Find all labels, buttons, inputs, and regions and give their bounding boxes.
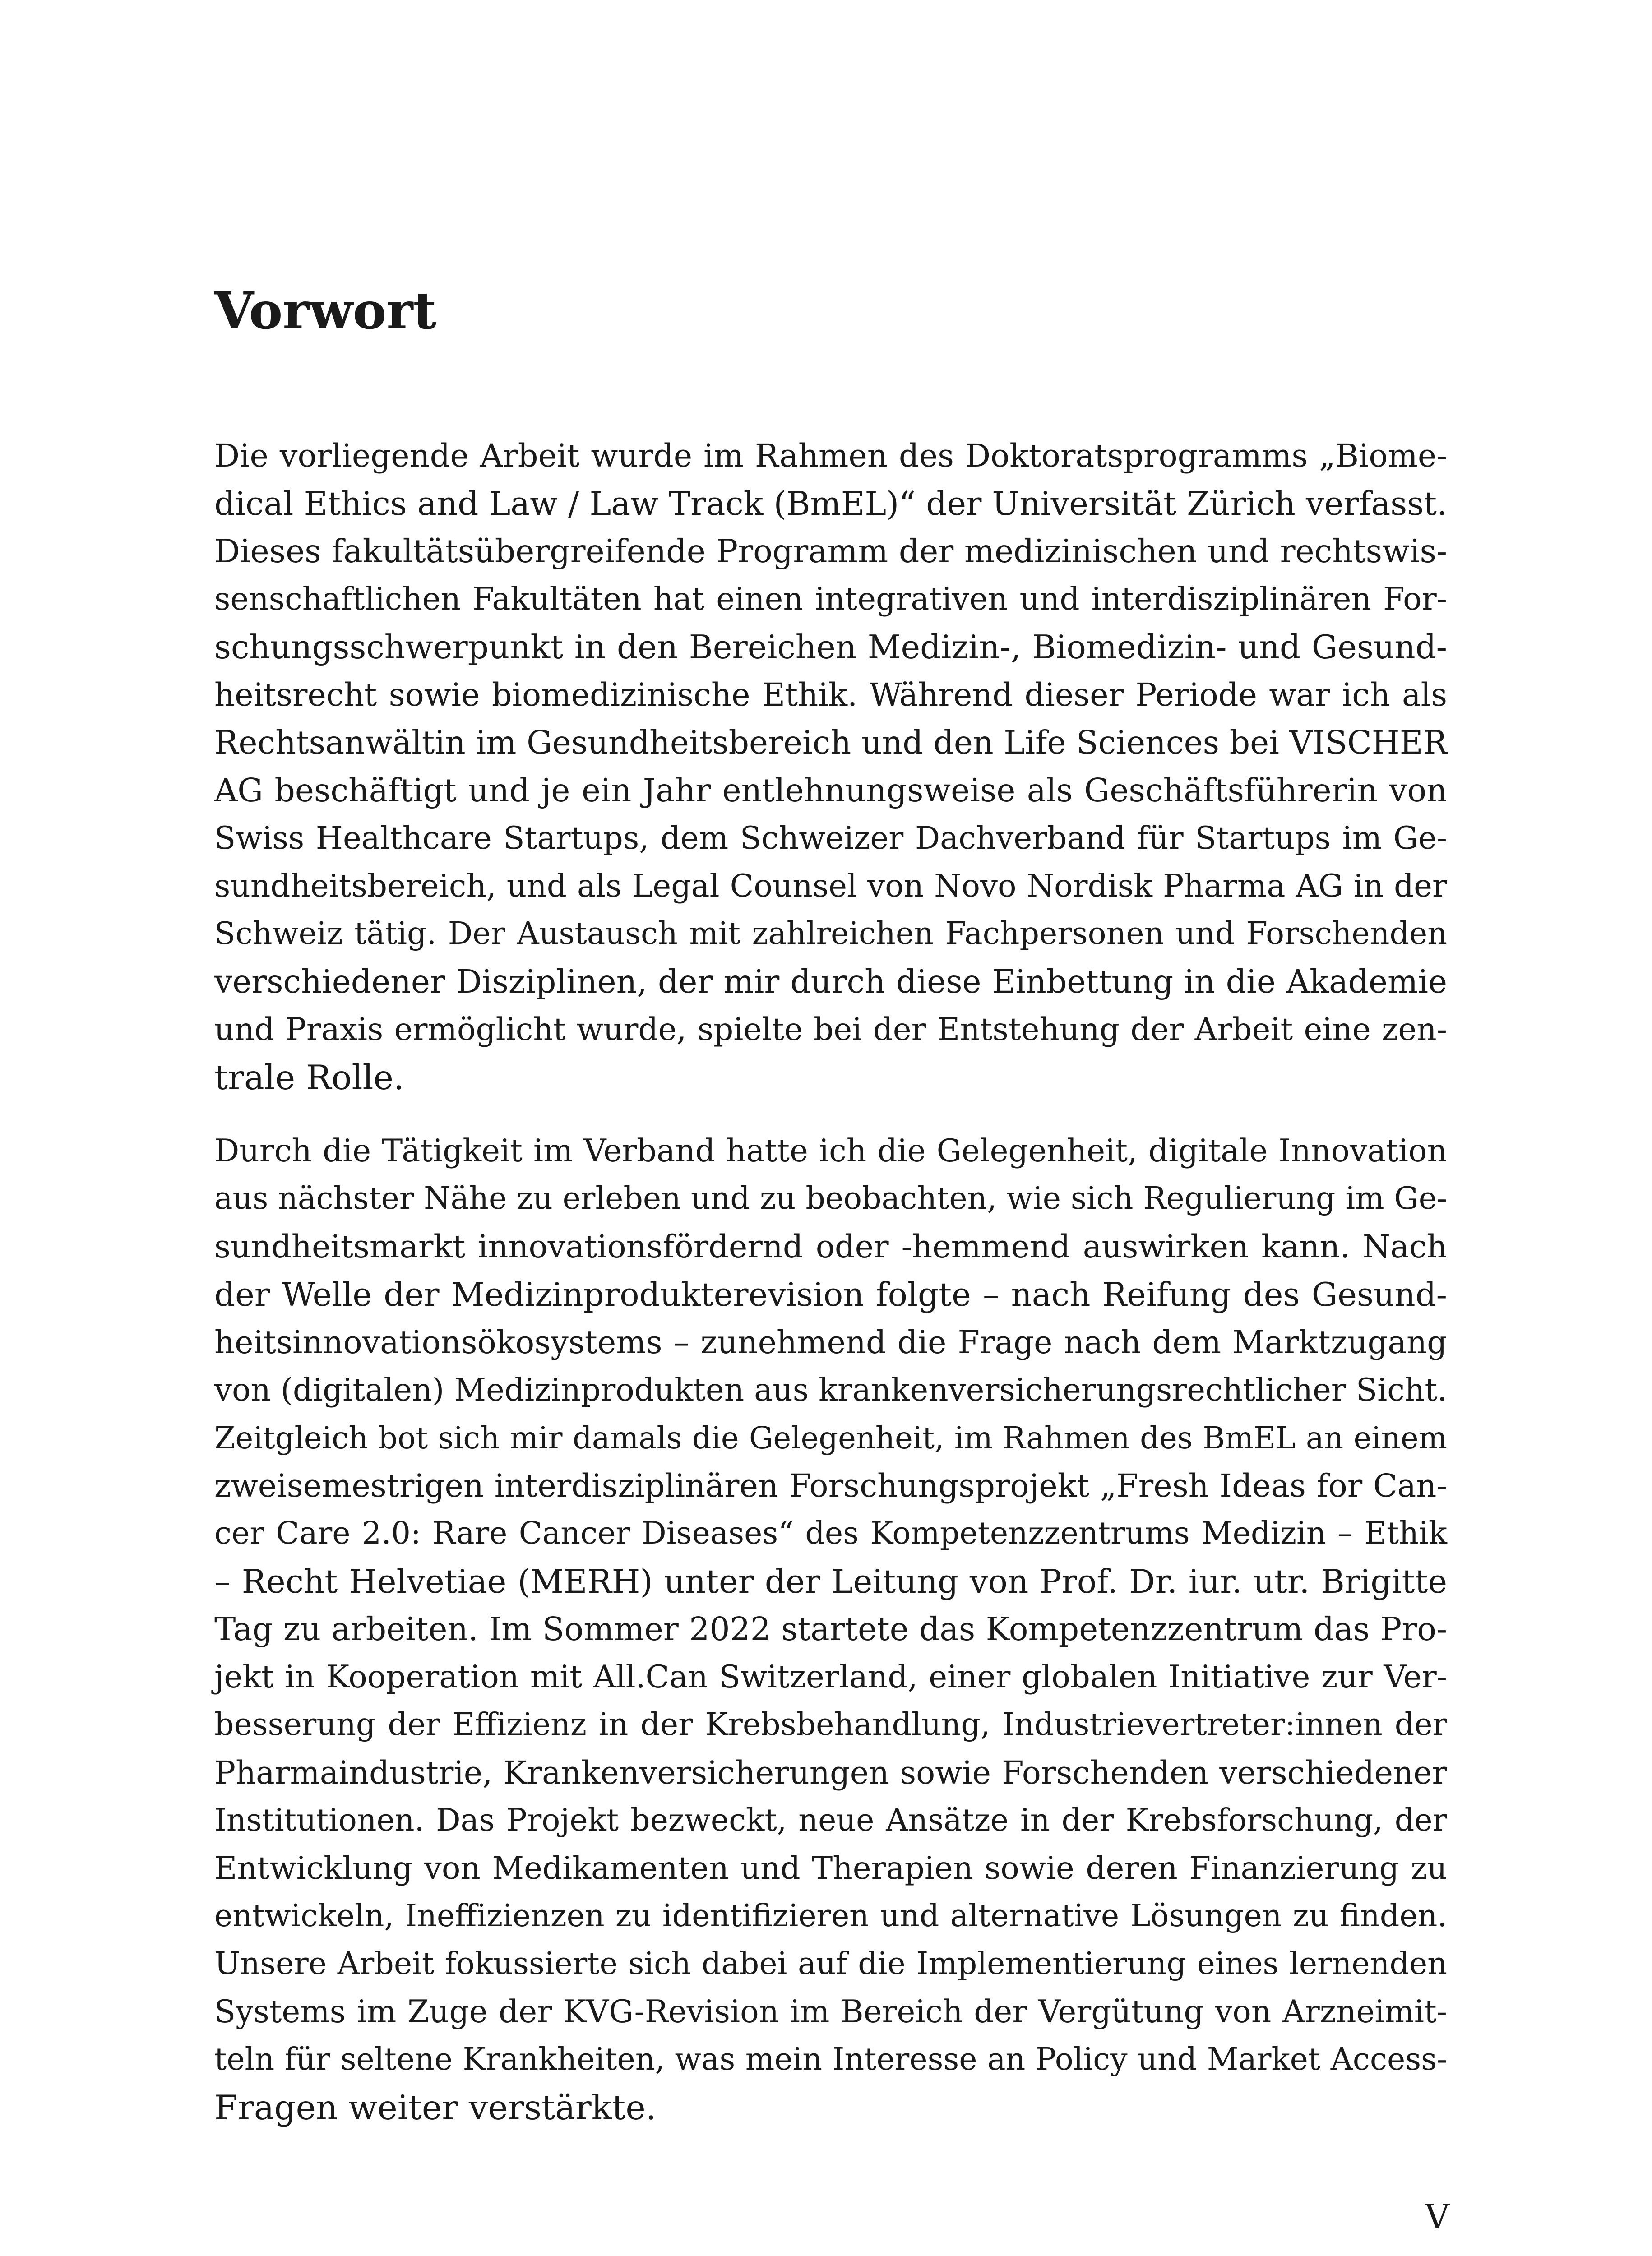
text-line: jekt in Kooperation mit All.Can Switzerland, einer globalen Initiative zur Ver-: [214, 1659, 1447, 1695]
text-line: schungsschwerpunkt in den Bereichen Medizin-, Biomedizin- und Gesund-: [214, 628, 1447, 666]
paragraph-2: [214, 1127, 1447, 2131]
text-line: und Praxis ermöglicht wurde, spielte bei der Entstehung der Arbeit eine zen-: [214, 1012, 1447, 1048]
text-line: entwickeln, Ineffizienzen zu identifizieren und alternative Lösungen zu finden.: [214, 1898, 1447, 1934]
text-line: sundheitsmarkt innovationsfördernd oder -hemmend auswirken kann. Nach: [214, 1228, 1447, 1265]
text-line: Rechtsanwältin im Gesundheitsbereich und den Life Sciences bei VISCHER: [214, 724, 1447, 761]
text-line: Die vorliegende Arbeit wurde im Rahmen des Doktoratsprogramms „Biome-: [214, 437, 1447, 474]
text-line: Pharmaindustrie, Krankenversicherungen sowie Forschenden verschiedener: [214, 1754, 1447, 1791]
text-line: Dieses fakultätsübergreifende Programm der medizinischen und rechtswis-: [214, 532, 1447, 570]
text-line: Entwicklung von Medikamenten und Therapien sowie deren Finanzierung zu: [214, 1850, 1447, 1886]
paragraph-1: [214, 432, 1447, 1101]
text-line: sundheitsbereich, und als Legal Counsel von Novo Nordisk Pharma AG in der: [214, 868, 1447, 904]
text-line: – Recht Helvetiae (MERH) unter der Leitung von Prof. Dr. iur. utr. Brigitte: [214, 1563, 1447, 1600]
text-line: trale Rolle.: [214, 1058, 404, 1097]
text-line: heitsrecht sowie biomedizinische Ethik. Während dieser Periode war ich als: [214, 676, 1447, 713]
text-line: Durch die Tätigkeit im Verband hatte ich die Gelegenheit, digitale Innovation: [214, 1133, 1447, 1169]
text-line: der Welle der Medizinprodukterevision folgte – nach Reifung des Gesund-: [214, 1276, 1447, 1313]
text-line: Swiss Healthcare Startups, dem Schweizer Dachverband für Startups im Ge-: [214, 820, 1447, 856]
text-line: AG beschäftigt und je ein Jahr entlehnungsweise als Geschäftsführerin von: [214, 772, 1447, 809]
text-line: aus nächster Nähe zu erleben und zu beobachten, wie sich Regulierung im Ge-: [214, 1181, 1447, 1216]
text-line: zweisemestrigen interdisziplinären Forschungsprojekt „Fresh Ideas for Can-: [214, 1467, 1447, 1504]
text-line: Schweiz tätig. Der Austausch mit zahlreichen Fachpersonen und Forschenden: [214, 916, 1447, 952]
text-line: besserung der Effizienz in der Krebsbehandlung, Industrievertreter:innen der: [214, 1707, 1447, 1743]
text-line: verschiedener Disziplinen, der mir durch diese Einbettung in die Akademie: [214, 963, 1447, 1000]
text-line: Tag zu arbeiten. Im Sommer 2022 startete das Kompetenzzentrum das Pro-: [214, 1610, 1447, 1648]
text-line: teln für seltene Krankheiten, was mein Interesse an Policy und Market Access-: [214, 2042, 1447, 2077]
text-line: heitsinnovationsökosystems – zunehmend die Frage nach dem Marktzugang: [214, 1324, 1447, 1361]
text-line: senschaftlichen Fakultäten hat einen integrativen und interdisziplinären For-: [214, 581, 1447, 617]
text-line: von (digitalen) Medizinprodukten aus krankenversicherungsrechtlicher Sicht.: [214, 1372, 1447, 1408]
page-number: V: [1425, 2197, 1449, 2237]
text-line: dical Ethics and Law / Law Track (BmEL)“ der Universität Zürich verfasst.: [214, 485, 1447, 522]
text-line: Institutionen. Das Projekt bezweckt, neue Ansätze in der Krebsforschung, der: [214, 1803, 1447, 1838]
text-line: cer Care 2.0: Rare Cancer Diseases“ des Kompetenzzentrums Medizin – Ethik: [214, 1516, 1447, 1551]
text-line: Fragen weiter verstärkte.: [214, 2088, 657, 2127]
text-line: Unsere Arbeit fokussierte sich dabei auf die Implementierung eines lernenden: [214, 1946, 1447, 1982]
text-line: Systems im Zuge der KVG-Revision im Bereich der Vergütung von Arzneimit-: [214, 1994, 1447, 2030]
chapter-heading: Vorwort: [214, 282, 437, 341]
text-line: Zeitgleich bot sich mir damals die Gelegenheit, im Rahmen des BmEL an einem: [214, 1420, 1447, 1456]
